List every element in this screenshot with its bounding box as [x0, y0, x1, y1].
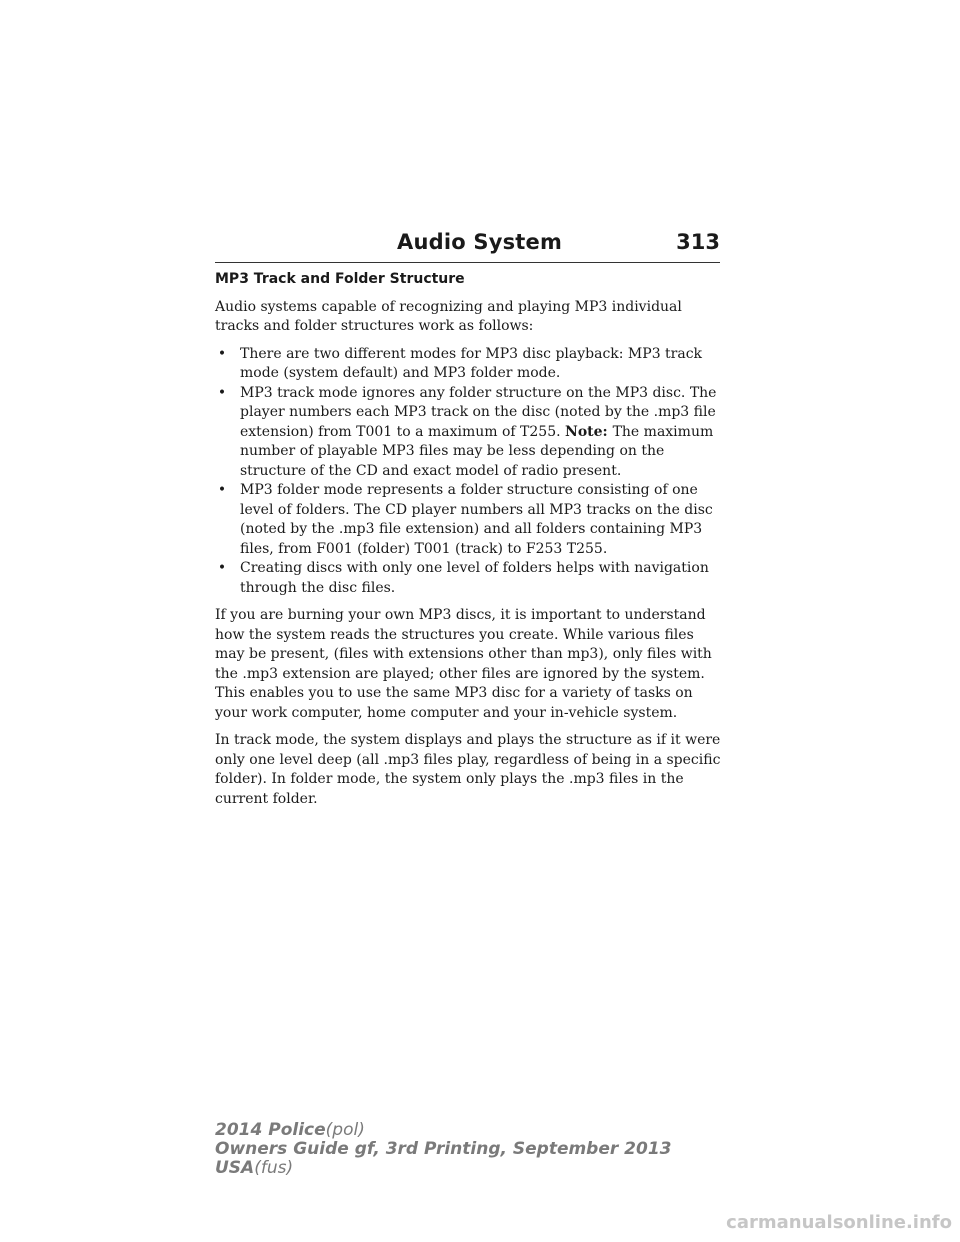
footer-edition: Owners Guide gf, 3rd Printing, September 2013	[215, 1139, 672, 1159]
header-title: Audio System	[397, 230, 563, 254]
list-item	[215, 384, 725, 482]
footer-line	[215, 1159, 672, 1178]
body-paragraph: In track mode, the system displays and plays the structure as if it were only one level deep (all .mp3 files play, regardless of being in a specific folder). In folder mode, the system only plays the .mp3 files in the current folder.	[215, 732, 721, 807]
bullet-icon: •	[217, 560, 227, 576]
footer-model: 2014 Police	[215, 1120, 326, 1140]
list-item-text: MP3 track mode ignores any folder structure on the MP3 disc. The player numbers each MP3 track on the disc (noted by the .mp3 file extension) from T001 to a maximum of T255.	[240, 384, 717, 440]
footer-model-code: (pol)	[325, 1120, 365, 1140]
list-item	[215, 345, 725, 384]
intro-paragraph: Audio systems capable of recognizing and playing MP3 individual tracks and folder structures work as follows:	[215, 298, 682, 334]
bullet-icon: •	[217, 482, 227, 498]
bullet-icon: •	[217, 345, 227, 362]
page-header	[215, 228, 720, 263]
bullet-icon: •	[217, 384, 227, 401]
page-number: 313	[676, 230, 720, 254]
list-item-text: Creating discs with only one level of folders helps with navigation through the disc files.	[240, 560, 709, 596]
footer-market-code: (fus)	[254, 1158, 294, 1178]
body-paragraph: If you are burning your own MP3 discs, it is important to understand how the system reads the structures you create. While various files may be present, (files with extensions other than mp3), only files with the .mp3 extension are played; other files are ignored by the system. This enables you to use the same MP3 disc for a variety of tasks on your work computer, home computer and your in-vehicle system.	[215, 607, 712, 721]
footer-line	[215, 1121, 672, 1140]
note-label: Note:	[565, 423, 613, 440]
list-item-text: There are two different modes for MP3 disc playback: MP3 track mode (system default) and MP3 folder mode.	[240, 345, 703, 381]
note-text: The maximum number of playable MP3 files may be less depending on the structure of the CD and exact model of radio present.	[240, 423, 714, 479]
footer-market: USA	[215, 1158, 255, 1178]
list-item	[215, 481, 725, 559]
list-item-text: MP3 folder mode represents a folder structure consisting of one level of folders. The CD player numbers all MP3 tracks on the disc (noted by the .mp3 file extension) and all folders containing MP3 files, from F001 (folder) T001 (track) to F253 T255.	[240, 482, 713, 557]
print-footer	[215, 1121, 672, 1178]
section-heading: MP3 Track and Folder Structure	[215, 271, 465, 287]
bullet-list	[215, 345, 725, 599]
list-item	[215, 559, 725, 598]
page-content	[215, 270, 725, 817]
site-watermark: carmanualsonline.info	[726, 1212, 952, 1233]
